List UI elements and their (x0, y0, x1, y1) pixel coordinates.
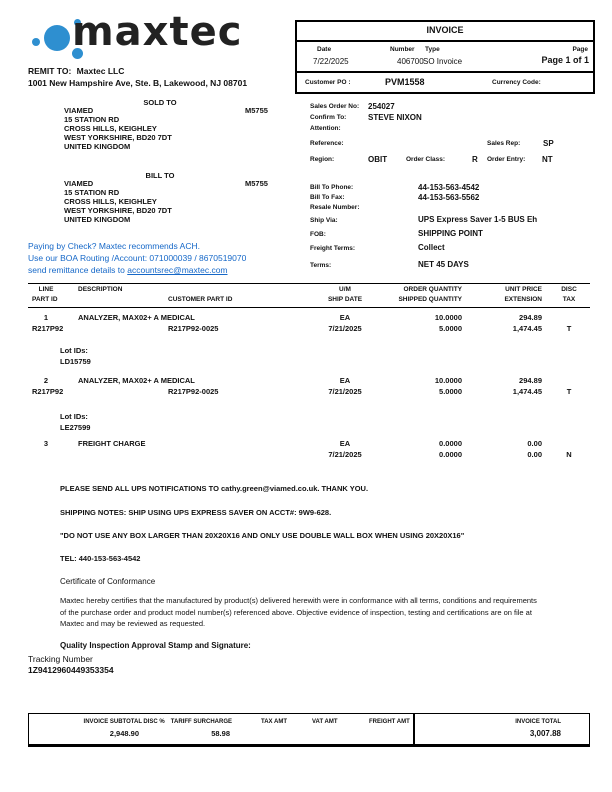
item-tax-flag: T (566, 324, 572, 333)
type-label: Type (425, 46, 440, 53)
table-top-rule (28, 283, 590, 284)
type-value: SO Invoice (423, 57, 463, 66)
item-extension: 0.00 (527, 450, 542, 459)
item-unit-price: 294.89 (519, 376, 542, 385)
bill-to-address-line: WEST YORKSHIRE, BD20 7DT (64, 206, 172, 215)
fob-label: FOB: (310, 231, 326, 238)
invoice-total-label: INVOICE TOTAL (515, 719, 561, 725)
invoice-subtotal-label: INVOICE SUBTOTAL (83, 719, 142, 725)
remittance-email-link[interactable]: accountsrec@maxtec.com (127, 265, 228, 275)
item-description: ANALYZER, MAX02+ A MEDICAL (78, 376, 195, 385)
coc-body: Maxtec hereby certifies that the manufactured by product(s) delivered herewith were in conformance with all terms, conditions and requirements of the purchase order and product model number(s) referenced above. Objective evidence of inspection, testing and certifications are on file at Maxtec and may be reviewed as requested. (60, 596, 537, 628)
sold-to-address-line: 15 STATION RD (64, 115, 120, 124)
region-label: Region: (310, 156, 335, 163)
customer-po-value: PVM1558 (385, 77, 425, 87)
item-extension: 1,474.45 (512, 324, 542, 333)
item-tax-flag: T (566, 387, 572, 396)
quality-inspection-line: Quality Inspection Approval Stamp and Signature: (60, 641, 251, 650)
totals-divider (413, 714, 415, 744)
item-unit-price: 294.89 (519, 313, 542, 322)
sold-to-account-code: M5755 (245, 106, 268, 115)
confirm-to-value: STEVE NIXON (368, 113, 422, 122)
item-shipped-qty: 5.0000 (439, 387, 462, 396)
table-header-row1 (0, 286, 612, 295)
table-row (0, 450, 612, 460)
order-class-label: Order Class: (406, 156, 446, 163)
remittance-text: send remittance details to (28, 265, 128, 275)
item-line-no: 1 (43, 313, 49, 322)
item-order-qty: 0.0000 (439, 439, 462, 448)
order-entry-label: Order Entry: (487, 156, 526, 163)
ach-note-line3 (28, 265, 228, 275)
item-customer-part-id: R217P92-0025 (168, 387, 219, 396)
number-label: Number (390, 46, 415, 53)
vat-amt-label: VAT AMT (312, 719, 338, 725)
item-ship-date: 7/21/2025 (328, 450, 362, 459)
lot-id-value: LE27599 (60, 423, 91, 432)
terms-value: NET 45 DAYS (418, 260, 469, 269)
shipping-notes: SHIPPING NOTES: SHIP USING UPS EXPRESS SAVER ON ACCT#: 9W9-628. (60, 508, 332, 517)
item-shipped-qty: 5.0000 (439, 324, 462, 333)
item-shipped-qty: 0.0000 (439, 450, 462, 459)
invoice-po-row (297, 73, 593, 92)
ups-notifications-note: PLEASE SEND ALL UPS NOTIFICATIONS TO cathy.green@viamed.co.uk. THANK YOU. (60, 484, 369, 493)
brand-wordmark: maxtec (72, 9, 243, 55)
invoice-header-box (295, 20, 595, 94)
item-order-qty: 10.0000 (434, 376, 462, 385)
table-row (0, 324, 612, 334)
item-description: ANALYZER, MAX02+ A MEDICAL (78, 313, 195, 322)
invoice-subtotal-value: 2,948.90 (109, 729, 139, 738)
date-value: 7/22/2025 (313, 57, 349, 66)
item-extension: 1,474.45 (512, 387, 542, 396)
col-disc-header: DISC (561, 286, 577, 293)
item-description: FREIGHT CHARGE (78, 439, 146, 448)
logo-dot-large (44, 25, 70, 51)
bill-to-address-line: UNITED KINGDOM (64, 215, 131, 224)
item-um: EA (339, 376, 351, 385)
item-order-qty: 10.0000 (434, 313, 462, 322)
item-tax-flag: N (566, 450, 572, 459)
col-customer-part-id-header: CUSTOMER PART ID (168, 296, 233, 303)
sales-rep-value: SP (543, 139, 554, 148)
box-size-note: "DO NOT USE ANY BOX LARGER THAN 20X20X16 AND ONLY USE DOUBLE WALL BOX WHEN USING 20X20X16" (60, 531, 465, 540)
lot-ids-label: Lot IDs: (60, 412, 88, 421)
sold-to-address-line: UNITED KINGDOM (64, 142, 131, 151)
totals-box (28, 713, 590, 747)
bill-to-heading: BILL TO (145, 171, 175, 180)
sold-to-name: VIAMED (64, 106, 94, 115)
ship-via-value: UPS Express Saver 1-5 BUS Eh (418, 215, 538, 224)
col-tax-header: TAX (562, 296, 576, 303)
remit-to-line (28, 66, 124, 76)
ach-note-line2: Use our BOA Routing /Account: 071000039 / 8670519070 (28, 253, 247, 263)
currency-code-label: Currency Code: (492, 79, 541, 86)
col-extension-header: EXTENSION (504, 296, 542, 303)
item-ship-date: 7/21/2025 (328, 324, 362, 333)
coc-title: Certificate of Conformance (60, 577, 156, 586)
ach-note-line1: Paying by Check? Maxtec recommends ACH. (28, 241, 200, 251)
table-row (0, 387, 612, 397)
col-line-header: LINE (38, 286, 54, 293)
table-row (0, 439, 612, 449)
col-um-header: U/M (339, 286, 351, 293)
tel-note: TEL: 440-153-563-4542 (60, 554, 141, 563)
bill-to-fax-label: Bill To Fax: (310, 194, 345, 201)
col-description-header: DESCRIPTION (78, 286, 123, 293)
lot-id-value: LD15759 (60, 357, 91, 366)
remit-to-address: 1001 New Hampshire Ave, Ste. B, Lakewood, NJ 08701 (28, 78, 248, 88)
item-line-no: 2 (43, 376, 49, 385)
item-line-no: 3 (43, 439, 49, 448)
bill-to-account-code: M5755 (245, 179, 268, 188)
invoice-meta-row (297, 42, 593, 73)
tariff-surcharge-value: 58.98 (211, 729, 230, 738)
sold-to-address-line: CROSS HILLS, KEIGHLEY (64, 124, 157, 133)
lot-ids-label: Lot IDs: (60, 346, 88, 355)
sales-rep-label: Sales Rep: (487, 140, 521, 147)
bill-to-address-line: CROSS HILLS, KEIGHLEY (64, 197, 157, 206)
terms-label: Terms: (310, 262, 332, 269)
ship-via-label: Ship Via: (310, 217, 338, 224)
tracking-number-value: 1Z9412960449353354 (28, 665, 114, 675)
item-um: EA (339, 313, 351, 322)
invoice-title: INVOICE (297, 22, 593, 42)
item-ship-date: 7/21/2025 (328, 387, 362, 396)
fob-value: SHIPPING POINT (418, 229, 483, 238)
region-value: OBIT (368, 155, 388, 164)
sold-to-heading: SOLD TO (143, 98, 177, 107)
freight-terms-value: Collect (418, 243, 445, 252)
bill-to-name: VIAMED (64, 179, 94, 188)
sales-order-label: Sales Order No: (310, 103, 360, 110)
table-header-bottom-rule (28, 307, 590, 308)
tax-amt-label: TAX AMT (261, 719, 287, 725)
resale-number-label: Resale Number: (310, 204, 360, 211)
bill-to-phone-label: Bill To Phone: (310, 184, 354, 191)
freight-amt-label: FREIGHT AMT (369, 719, 410, 725)
invoice-total-value: 3,007.88 (529, 729, 561, 738)
tracking-number-label: Tracking Number (28, 654, 93, 664)
bill-to-fax-value: 44-153-563-5562 (418, 193, 480, 202)
table-row (0, 376, 612, 386)
col-part-id-header: PART ID (32, 296, 58, 303)
tariff-surcharge-label: TARIFF SURCHARGE (170, 719, 232, 725)
sales-order-value: 254027 (368, 102, 395, 111)
reference-label: Reference: (310, 140, 344, 147)
table-row (0, 313, 612, 323)
customer-po-label: Customer PO : (305, 79, 351, 86)
confirm-to-label: Confirm To: (310, 114, 347, 121)
freight-terms-label: Freight Terms: (310, 245, 356, 252)
logo-dot-left (32, 38, 40, 46)
item-um: EA (339, 439, 351, 448)
item-part-id: R217P92 (32, 387, 64, 396)
bill-to-phone-value: 44-153-563-4542 (418, 183, 480, 192)
sold-to-address-line: WEST YORKSHIRE, BD20 7DT (64, 133, 172, 142)
disc-pct-label: DISC % (143, 719, 165, 725)
page-value: Page 1 of 1 (541, 55, 589, 65)
bill-to-address-line: 15 STATION RD (64, 188, 120, 197)
item-customer-part-id: R217P92-0025 (168, 324, 219, 333)
date-label: Date (317, 46, 332, 53)
number-value: 406700 (397, 57, 424, 66)
order-entry-value: NT (542, 155, 553, 164)
order-class-value: R (472, 155, 478, 164)
col-unit-price-header: UNIT PRICE (505, 286, 542, 293)
item-part-id: R217P92 (32, 324, 64, 333)
attention-label: Attention: (310, 125, 341, 132)
col-ship-date-header: SHIP DATE (327, 296, 363, 303)
col-shipped-qty-header: SHIPPED QUANTITY (398, 296, 462, 303)
remit-to-label: REMIT TO: (28, 66, 72, 76)
remit-to-company: Maxtec LLC (76, 66, 125, 76)
col-order-qty-header: ORDER QUANTITY (403, 286, 462, 293)
page-label: Page (572, 46, 588, 53)
table-header-row2 (0, 296, 612, 305)
item-unit-price: 0.00 (527, 439, 542, 448)
